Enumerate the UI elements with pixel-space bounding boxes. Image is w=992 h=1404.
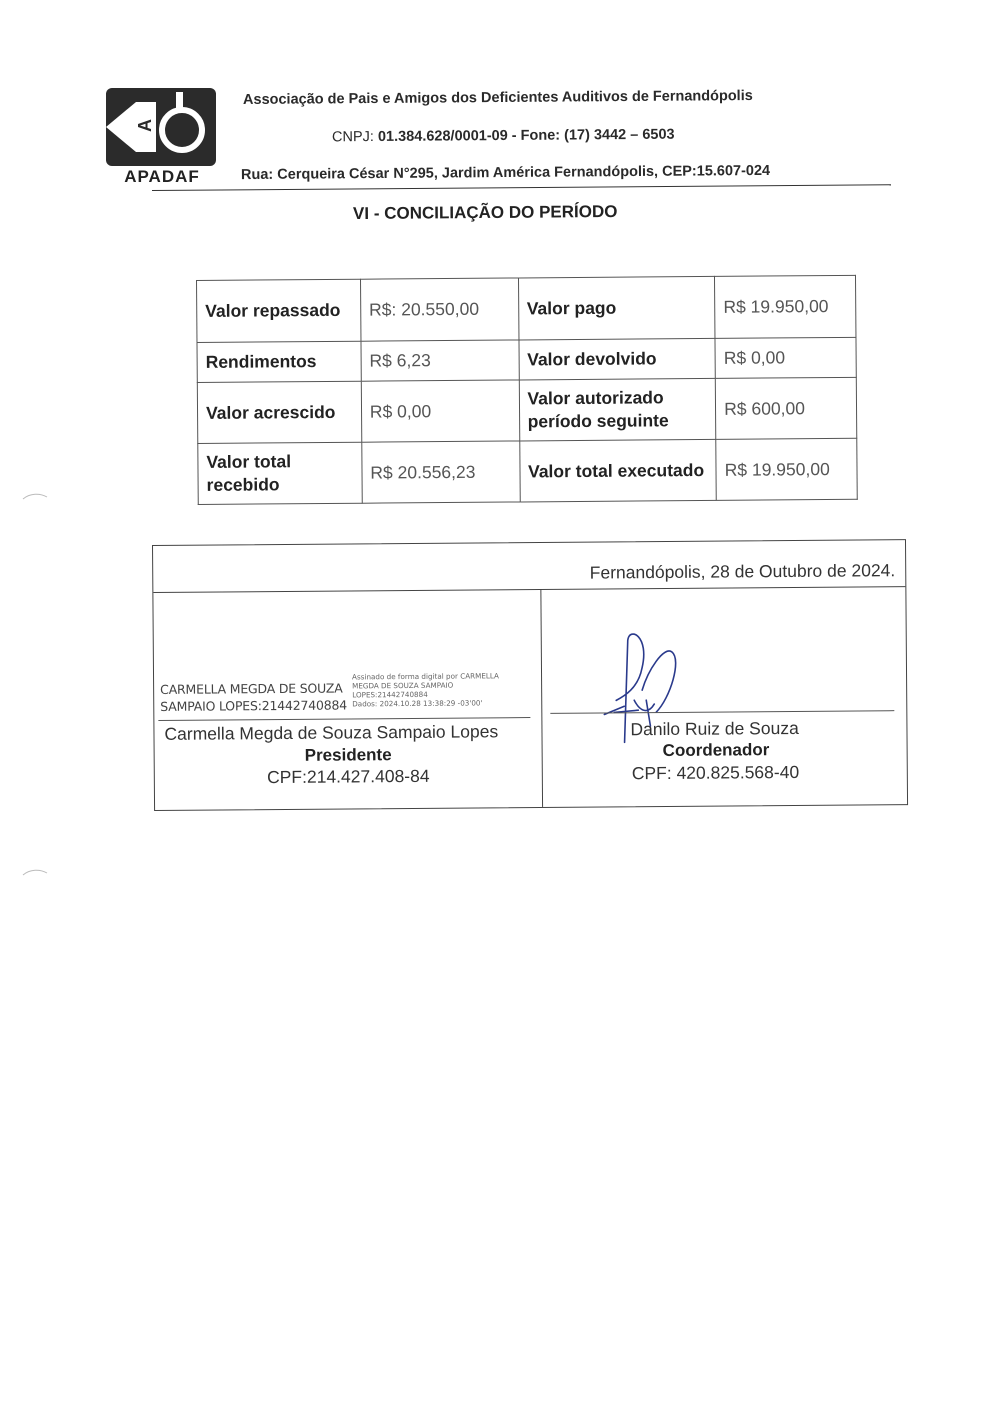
valor-total-recebido-label: Valor total recebido	[198, 442, 362, 504]
valor-devolvido-value: R$ 0,00	[715, 337, 856, 378]
logo-emblem	[106, 88, 216, 166]
valor-repassado-value: R$: 20.550,00	[360, 278, 518, 341]
digital-signer-line: CARMELLA MEGDA DE SOUZA	[160, 680, 343, 697]
signature-block	[152, 539, 908, 811]
rendimentos-label: Rendimentos	[197, 341, 361, 382]
table-row	[197, 337, 856, 382]
valor-pago-label: Valor pago	[518, 276, 715, 340]
digital-note-line: LOPES:21442740884	[352, 689, 428, 700]
digital-note-line: MEGDA DE SOUZA SAMPAIO	[352, 680, 454, 691]
president-role: Presidente	[304, 745, 392, 765]
valor-repassado-label: Valor repassado	[197, 279, 361, 342]
rendimentos-value: R$ 6,23	[361, 340, 519, 381]
cnpj-phone-line	[332, 127, 675, 146]
svg-text:A: A	[135, 119, 155, 132]
address-label: Rua:	[240, 166, 274, 184]
digital-note-line: Assinado de forma digital por CARMELLA	[352, 671, 499, 682]
digital-note-line: Dados: 2024.10.28 13:38:29 -03'00'	[352, 698, 483, 709]
header-divider	[152, 184, 891, 191]
organization-name: Associação de Pais e Amigos dos Deficientes Auditivos de Fernandópolis	[242, 87, 753, 109]
valor-pago-value: R$ 19.950,00	[715, 275, 856, 338]
scan-mark-icon	[22, 492, 48, 500]
ear-symbol-icon	[106, 88, 216, 166]
valor-acrescido-value: R$ 0,00	[361, 380, 519, 442]
valor-total-executado-label: Valor total executado	[519, 439, 716, 502]
coordinator-cpf: CPF: 420.825.568-40	[631, 761, 800, 784]
apadaf-logo	[106, 88, 218, 186]
cnpj-value: 01.384.628/0001-09 - Fone: (17) 3442 – 6503	[377, 126, 675, 145]
valor-autorizado-label: Valor autorizado período seguinte	[519, 378, 716, 441]
place-date: Fernandópolis, 28 de Outubro de 2024.	[589, 560, 896, 583]
signature-divider	[153, 586, 905, 593]
digital-signature-name	[160, 679, 347, 714]
coordinator-name: Danilo Ruiz de Souza	[630, 717, 799, 740]
valor-total-recebido-value: R$ 20.556,23	[362, 441, 520, 503]
valor-devolvido-label: Valor devolvido	[519, 338, 716, 380]
scan-mark-icon	[22, 868, 48, 876]
digital-signature-note	[352, 671, 499, 708]
address-line	[241, 163, 770, 183]
valor-autorizado-value: R$ 600,00	[715, 377, 856, 439]
valor-acrescido-label: Valor acrescido	[197, 381, 361, 443]
table-row	[197, 275, 856, 342]
logo-wordmark: APADAF	[124, 167, 200, 186]
president-name: Carmella Megda de Souza Sampaio Lopes	[164, 721, 499, 744]
address-value: Cerqueira César N°295, Jardim América Fernandópolis, CEP:15.607-024	[277, 162, 771, 183]
president-signature-line	[158, 717, 530, 721]
digital-signer-line: SAMPAIO LOPES:21442740884	[160, 697, 348, 714]
table-row	[198, 438, 857, 504]
cnpj-label: CNPJ:	[331, 129, 374, 146]
valor-total-executado-value: R$ 19.950,00	[716, 438, 857, 500]
coordinator-role: Coordenador	[662, 740, 770, 760]
section-title: VI - CONCILIAÇÃO DO PERÍODO	[352, 201, 618, 224]
table-row	[197, 377, 856, 443]
president-cpf: CPF:214.427.408-84	[266, 765, 430, 788]
reconciliation-table	[196, 275, 858, 505]
